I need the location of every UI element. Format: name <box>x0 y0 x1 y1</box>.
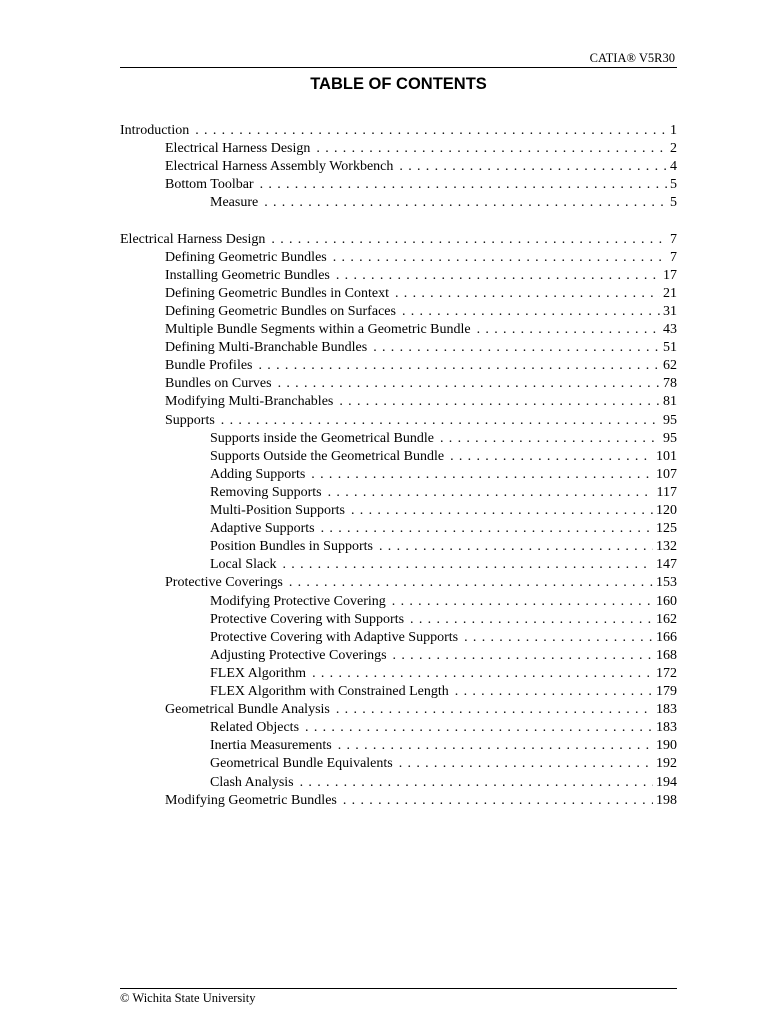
toc-dot-leader <box>338 737 653 755</box>
toc-entry[interactable] <box>210 556 677 574</box>
toc-entry-page-number: 5 <box>670 177 677 193</box>
toc-entry-title: Defining Geometric Bundles <box>165 249 327 265</box>
toc-entry-title: FLEX Algorithm with Constrained Length <box>210 684 449 699</box>
toc-entry-page-number: 78 <box>663 376 677 392</box>
toc-entry-page-number: 107 <box>656 466 677 482</box>
toc-entry-page-number: 183 <box>656 702 677 718</box>
toc-entry[interactable] <box>210 194 677 212</box>
page-title: TABLE OF CONTENTS <box>310 75 487 93</box>
toc-entry[interactable] <box>210 629 677 647</box>
toc-entry-page-number: 132 <box>656 539 677 555</box>
toc-entry-page-number: 2 <box>670 141 677 157</box>
toc-entry-page-number: 21 <box>663 285 677 301</box>
toc-dot-leader <box>271 231 667 249</box>
toc-entry[interactable] <box>210 466 677 484</box>
toc-entry-page-number: 81 <box>663 394 677 410</box>
toc-dot-leader <box>440 430 660 448</box>
toc-entry[interactable] <box>165 267 677 285</box>
toc-entry-title: Clash Analysis <box>210 774 294 790</box>
toc-entry-title: Adjusting Protective Coverings <box>210 647 387 663</box>
toc-entry-title: Supports <box>165 412 215 428</box>
toc-entry-page-number: 179 <box>656 684 677 699</box>
toc-entry-page-number: 51 <box>663 340 677 356</box>
toc-entry-title: Inertia Measurements <box>210 738 332 754</box>
toc-entry-page-number: 153 <box>656 575 677 591</box>
toc-entry[interactable] <box>210 647 677 665</box>
toc-entry-title: Protective Covering with Supports <box>210 611 405 627</box>
toc-entry[interactable] <box>165 140 677 158</box>
toc-entry-title: Electrical Harness Design <box>165 141 311 157</box>
header-rule <box>120 67 677 68</box>
toc-entry-page-number: 192 <box>656 756 677 772</box>
toc-entry-title: Adaptive Supports <box>210 521 315 537</box>
toc-entry-title: Bundles on Curves <box>165 376 272 392</box>
toc-dot-leader <box>392 593 653 611</box>
toc-entry-title: Protective Covering with Adaptive Supports <box>210 629 459 645</box>
footer-copyright: © Wichita State University <box>120 991 256 1005</box>
toc-entry-page-number: 190 <box>656 738 677 754</box>
toc-entry-title: Adding Supports <box>210 466 306 482</box>
toc-entry-page-number: 17 <box>663 267 677 283</box>
toc-dot-leader <box>333 249 667 267</box>
toc-entry[interactable] <box>165 158 677 176</box>
toc-dot-leader <box>312 665 653 683</box>
toc-entry-title: Multiple Bundle Segments within a Geometric Bundle <box>165 322 471 337</box>
toc-dot-leader <box>300 774 653 792</box>
toc-dot-leader <box>321 520 653 538</box>
toc-entry[interactable] <box>210 538 677 556</box>
toc-dot-leader <box>221 412 660 430</box>
toc-entry-page-number: 166 <box>656 629 677 645</box>
toc-dot-leader <box>402 303 660 321</box>
toc-entry-title: Geometrical Bundle Equivalents <box>210 756 393 772</box>
toc-entry-page-number: 1 <box>670 123 677 138</box>
toc-entry-title: Removing Supports <box>210 484 322 500</box>
toc-entry[interactable] <box>165 393 677 411</box>
toc-dot-leader <box>336 701 653 719</box>
toc-entry[interactable] <box>165 249 677 267</box>
toc-entry-title: Installing Geometric Bundles <box>165 267 330 283</box>
toc-entry[interactable] <box>210 665 677 683</box>
toc-entry-page-number: 162 <box>656 611 677 627</box>
toc-dot-leader <box>259 357 661 375</box>
toc-entry-page-number: 95 <box>663 412 677 428</box>
toc-dot-leader <box>305 719 653 737</box>
toc-entry[interactable] <box>165 574 677 592</box>
toc-entry-page-number: 120 <box>656 503 677 518</box>
toc-entry-page-number: 117 <box>656 484 677 500</box>
toc-entry[interactable] <box>165 321 677 339</box>
toc-entry-page-number: 5 <box>670 195 677 211</box>
toc-entry[interactable] <box>210 593 677 611</box>
toc-entry-title: FLEX Algorithm <box>210 665 307 681</box>
toc-dot-leader <box>399 158 667 176</box>
toc-dot-leader <box>316 140 667 158</box>
toc-dot-leader <box>464 629 653 647</box>
toc-entry-page-number: 43 <box>663 322 677 337</box>
toc-entry-page-number: 101 <box>656 448 677 464</box>
toc-dot-leader <box>351 502 653 520</box>
toc-entry[interactable] <box>210 611 677 629</box>
toc-dot-leader <box>343 792 653 810</box>
toc-dot-leader <box>379 538 653 556</box>
toc-entry-page-number: 194 <box>656 774 677 790</box>
toc-entry[interactable] <box>210 683 677 701</box>
toc-dot-leader <box>395 285 660 303</box>
toc-dot-leader <box>477 321 660 339</box>
toc-entry[interactable] <box>210 502 677 520</box>
toc-dot-leader <box>278 375 660 393</box>
toc-entry-title: Protective Coverings <box>165 575 283 591</box>
toc-entry[interactable] <box>165 792 677 810</box>
toc-dot-leader <box>282 556 653 574</box>
toc-entry[interactable] <box>210 448 677 466</box>
toc-entry-page-number: 7 <box>670 249 677 265</box>
toc-entry-title: Electrical Harness Design <box>120 231 266 247</box>
toc-entry[interactable] <box>210 755 677 773</box>
toc-entry-page-number: 183 <box>656 720 677 736</box>
header-product-label: CATIA® V5R30 <box>589 51 675 65</box>
toc-entry-title: Geometrical Bundle Analysis <box>165 702 330 718</box>
toc-entry[interactable] <box>165 375 677 393</box>
toc-entry-title: Supports Outside the Geometrical Bundle <box>210 448 445 464</box>
toc-entry-page-number: 4 <box>670 159 677 175</box>
toc-dot-leader <box>373 339 660 357</box>
footer-rule <box>120 988 677 989</box>
toc-dot-leader <box>450 448 653 466</box>
toc-entry-title: Bottom Toolbar <box>165 177 254 193</box>
toc-entry-title: Bundle Profiles <box>165 358 253 374</box>
toc-entry[interactable] <box>210 737 677 755</box>
toc-dot-leader <box>399 755 653 773</box>
toc-entry-page-number: 95 <box>663 430 677 446</box>
toc-dot-leader <box>455 683 653 701</box>
toc-dot-leader <box>264 194 667 212</box>
toc-entry-title: Local Slack <box>210 557 277 573</box>
toc-entry-page-number: 198 <box>656 792 677 808</box>
toc-entry[interactable] <box>165 339 677 357</box>
toc-entry-page-number: 125 <box>656 521 677 537</box>
toc-entry[interactable] <box>165 357 677 375</box>
toc-entry[interactable] <box>120 122 677 140</box>
toc-entry[interactable] <box>165 176 677 194</box>
toc-entry[interactable] <box>165 285 677 303</box>
toc-entry-title: Defining Geometric Bundles in Context <box>165 285 389 301</box>
toc-entry-page-number: 172 <box>656 665 677 681</box>
toc-entry[interactable] <box>210 520 677 538</box>
toc-entry[interactable] <box>210 719 677 737</box>
toc-entry-title: Defining Geometric Bundles on Surfaces <box>165 303 396 319</box>
toc-dot-leader <box>393 647 653 665</box>
toc-dot-leader <box>289 574 653 592</box>
toc-entry-title: Defining Multi-Branchable Bundles <box>165 340 368 356</box>
toc-dot-leader <box>410 611 653 629</box>
toc-entry-title: Related Objects <box>210 720 300 736</box>
toc-entry-page-number: 160 <box>656 593 677 609</box>
toc-entry-title: Supports inside the Geometrical Bundle <box>210 430 434 446</box>
toc-entry-page-number: 168 <box>656 647 677 663</box>
toc-entry[interactable] <box>165 412 677 430</box>
toc-entry-title: Measure <box>210 195 259 211</box>
toc-entry-page-number: 147 <box>656 557 677 573</box>
toc-entry-title: Electrical Harness Assembly Workbench <box>165 159 394 175</box>
toc-entry-page-number: 31 <box>663 303 677 319</box>
toc-dot-leader <box>339 393 660 411</box>
toc-dot-leader <box>311 466 653 484</box>
toc-entry-title: Introduction <box>120 123 190 138</box>
toc-entry-title: Modifying Geometric Bundles <box>165 792 337 808</box>
toc-entry-title: Multi-Position Supports <box>210 503 345 518</box>
toc-entry[interactable] <box>210 774 677 792</box>
toc-entry-title: Modifying Protective Covering <box>210 593 386 609</box>
toc-entry-title: Position Bundles in Supports <box>210 539 373 555</box>
toc-entry[interactable] <box>165 701 677 719</box>
toc-dot-leader <box>195 122 667 140</box>
toc-entry-title: Modifying Multi-Branchables <box>165 394 334 410</box>
toc-entry[interactable] <box>120 231 677 249</box>
toc-dot-leader <box>336 267 660 285</box>
toc-dot-leader <box>260 176 667 194</box>
toc-entry-page-number: 62 <box>663 358 677 374</box>
toc-entry[interactable] <box>210 430 677 448</box>
toc-entry-page-number: 7 <box>670 231 677 247</box>
toc-entry[interactable] <box>210 484 677 502</box>
toc-entry[interactable] <box>165 303 677 321</box>
toc-dot-leader <box>328 484 654 502</box>
